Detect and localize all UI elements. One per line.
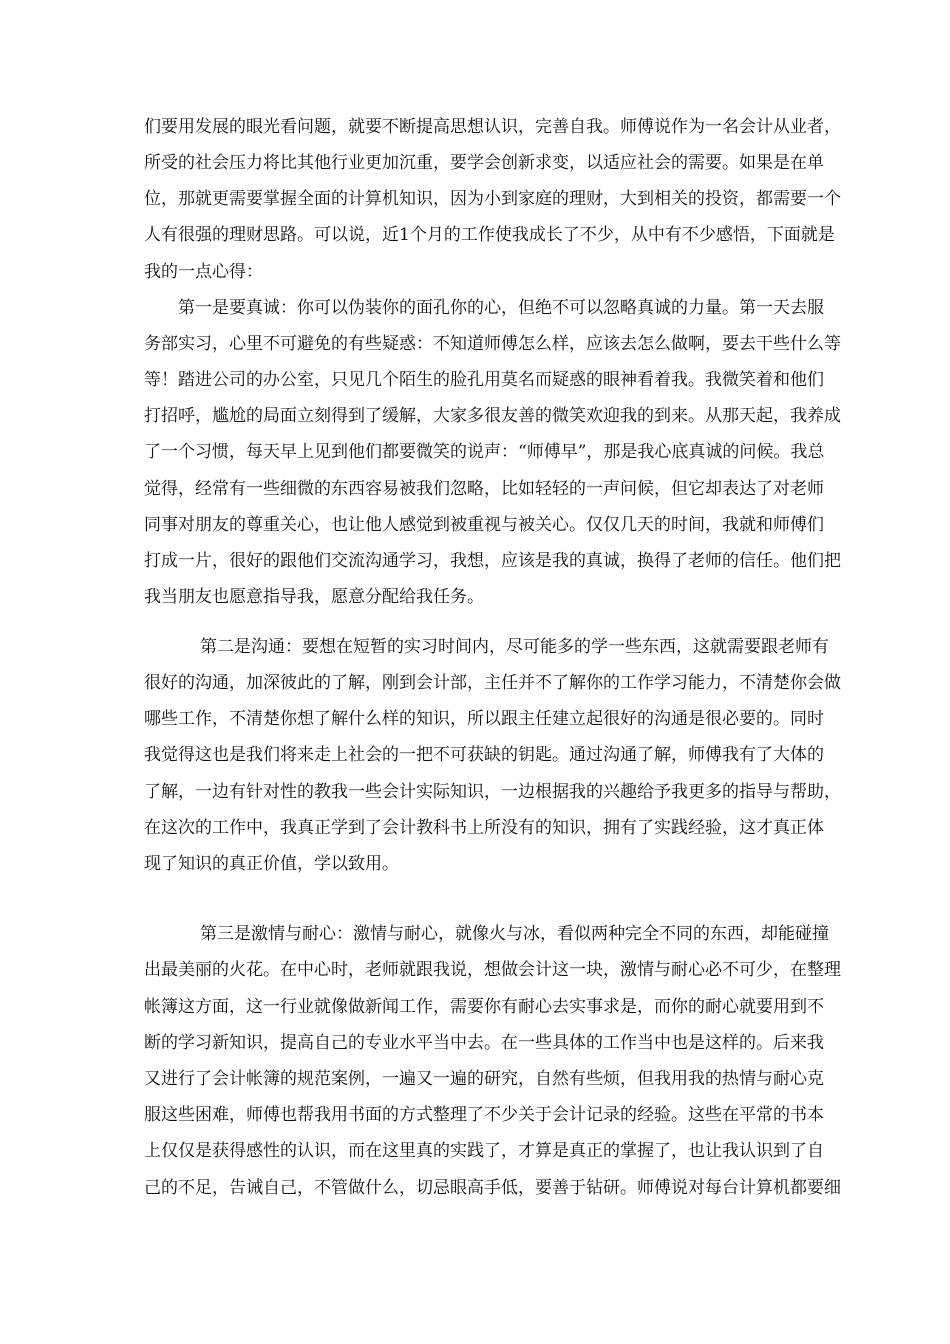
text-line: 上仅仅是获得感性的认识，而在这里真的实践了，才算是真正的掌握了，也让我认识到了自 bbox=[144, 1141, 824, 1161]
text-line: 们要用发展的眼光看问题，就要不断提高思想认识，完善自我。师傅说作为一名会计从业者， bbox=[144, 117, 841, 137]
text-line: 又进行了会计帐簿的规范案例，一遍又一遍的研究，自然有些烦，但我用我的热情与耐心克 bbox=[144, 1069, 824, 1089]
text-line: 位，那就更需要掌握全面的计算机知识，因为小到家庭的理财，大到相关的投资，都需要一个 bbox=[144, 189, 841, 209]
text-line: 了解，一边有针对性的教我一些会计实际知识，一边根据我的兴趣给予我更多的指导与帮助， bbox=[144, 782, 841, 802]
text-line: 服这些困难，师傅也帮我用书面的方式整理了不少关于会计记录的经验。这些在平常的书本 bbox=[144, 1105, 824, 1125]
text-line: 务部实习，心里不可避免的有些疑惑：不知道师傅怎么样，应该去怎么做啊，要去干些什么等 bbox=[144, 334, 841, 354]
text-line: 在这次的工作中，我真正学到了会计教科书上所没有的知识，拥有了实践经验，这才真正体 bbox=[144, 818, 824, 838]
text-line: 觉得，经常有一些细微的东西容易被我们忽略，比如轻轻的一声问候，但它却表达了对老师 bbox=[144, 479, 824, 499]
text-line: 同事对朋友的尊重关心，也让他人感觉到被重视与被关心。仅仅几天的时间，我就和师傅们 bbox=[144, 515, 824, 535]
text-line: 所受的社会压力将比其他行业更加沉重，要学会创新求变，以适应社会的需要。如果是在单 bbox=[144, 153, 824, 173]
text-line: 等！踏进公司的办公室，只见几个陌生的脸孔用莫名而疑惑的眼神看着我。我微笑着和他们 bbox=[144, 370, 824, 390]
text-line: 哪些工作，不清楚你想了解什么样的知识，所以跟主任建立起很好的沟通是很必要的。同时 bbox=[144, 709, 824, 729]
text-line: 人有很强的理财思路。可以说，近1个月的工作使我成长了不少，从中有不少感悟，下面就是 bbox=[144, 225, 835, 245]
text-line: 第三是激情与耐心：激情与耐心，就像火与冰，看似两种完全不同的东西，却能碰撞 bbox=[200, 924, 829, 944]
text-line: 打成一片，很好的跟他们交流沟通学习，我想，应该是我的真诚，换得了老师的信任。他们把 bbox=[144, 551, 841, 571]
text-line: 了一个习惯，每天早上见到他们都要微笑的说声：“师傅早”，那是我心底真诚的问候。我总 bbox=[144, 442, 825, 462]
text-line: 帐簿这方面，这一行业就像做新闻工作，需要你有耐心去实事求是，而你的耐心就要用到不 bbox=[144, 997, 824, 1017]
text-line: 己的不足，告诫自己，不管做什么，切忌眼高手低，要善于钻研。师傅说对每台计算机都要细 bbox=[144, 1178, 841, 1198]
text-line: 现了知识的真正价值，学以致用。 bbox=[144, 854, 399, 874]
text-line: 我的一点心得： bbox=[144, 262, 263, 282]
text-line: 打招呼，尴尬的局面立刻得到了缓解，大家多很友善的微笑欢迎我的到来。从那天起，我养成 bbox=[144, 406, 841, 426]
text-line: 我觉得这也是我们将来走上社会的一把不可获缺的钥匙。通过沟通了解，师傅我有了大体的 bbox=[144, 745, 824, 765]
text-line: 断的学习新知识，提高自己的专业水平当中去。在一些具体的工作当中也是这样的。后来我 bbox=[144, 1033, 824, 1053]
text-line: 第二是沟通：要想在短暂的实习时间内，尽可能多的学一些东西，这就需要跟老师有 bbox=[200, 637, 829, 657]
text-line: 很好的沟通，加深彼此的了解，刚到会计部，主任并不了解你的工作学习能力，不清楚你会做 bbox=[144, 673, 841, 693]
text-line: 第一是要真诚：你可以伪装你的面孔你的心，但绝不可以忽略真诚的力量。第一天去服 bbox=[178, 298, 824, 318]
text-line: 出最美丽的火花。在中心时，老师就跟我说，想做会计这一块，激情与耐心必不可少，在整理 bbox=[144, 960, 841, 980]
text-line: 我当朋友也愿意指导我，愿意分配给我任务。 bbox=[144, 587, 484, 607]
